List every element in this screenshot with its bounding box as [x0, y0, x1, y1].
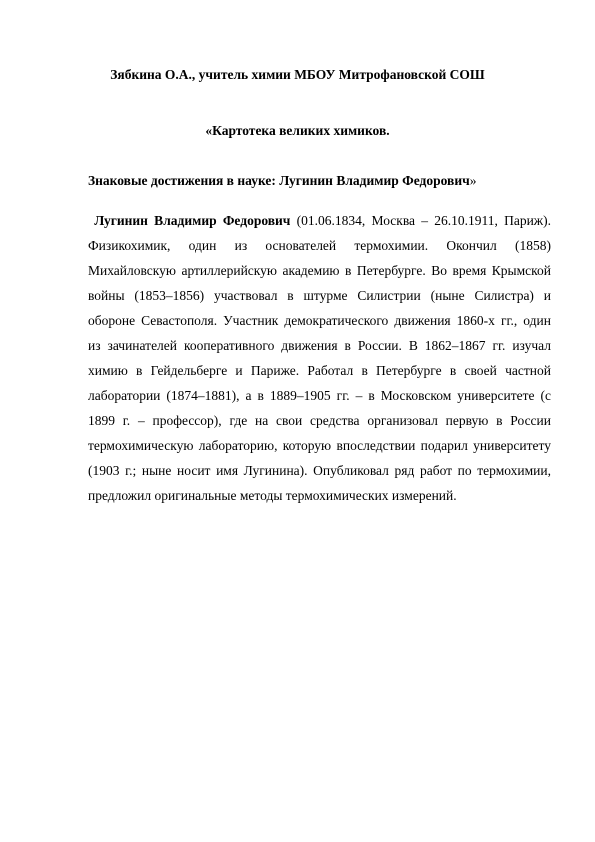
paragraph-line: Физикохимик, один из основателей термохимии. Окончил (1858) [88, 238, 551, 253]
section-heading-text: Знаковые достижения в науке: Лугинин Владимир Федорович [88, 173, 470, 188]
paragraph-line: (1903 г.; ныне носит имя Лугинина). Опубликовал ряд работ по термохимии, [88, 463, 551, 478]
paragraph-line: 1899 г. – профессор), где на свои средства организовал первую в России [88, 413, 551, 428]
paragraph-line [88, 208, 551, 233]
paragraph-line: предложил оригинальные методы термохимических измерений. [88, 488, 457, 503]
scientist-name: Лугинин Владимир Федорович [94, 213, 291, 228]
paragraph-line: обороне Севастополя. Участник демократического движения 1860-х гг., один [88, 313, 551, 328]
section-heading-quote: » [469, 173, 477, 188]
birth-death-info: (01.06.1834, Москва – 26.10.1911, Париж). [290, 213, 552, 228]
paragraph-line: лаборатории (1874–1881), а в 1889–1905 гг. – в Московском университете (с [88, 388, 551, 403]
body-paragraph [88, 208, 551, 508]
author-line: Зябкина О.А., учитель химии МБОУ Митрофановской СОШ [110, 67, 485, 82]
section-heading [88, 172, 548, 190]
paragraph-line: войны (1853–1856) участвовал в штурме Силистрии (ныне Силистра) и [88, 288, 551, 303]
paragraph-line: химию в Гейдельберге и Париже. Работал в Петербурге в своей частной [88, 363, 551, 378]
document-title: «Картотека великих химиков. [205, 123, 390, 138]
paragraph-line: термохимическую лабораторию, которую впоследствии подарил университету [88, 438, 551, 453]
paragraph-line: из зачинателей кооперативного движения в России. В 1862–1867 гг. изучал [88, 338, 551, 353]
paragraph-line: Михайловскую артиллерийскую академию в Петербурге. Во время Крымской [88, 263, 551, 278]
